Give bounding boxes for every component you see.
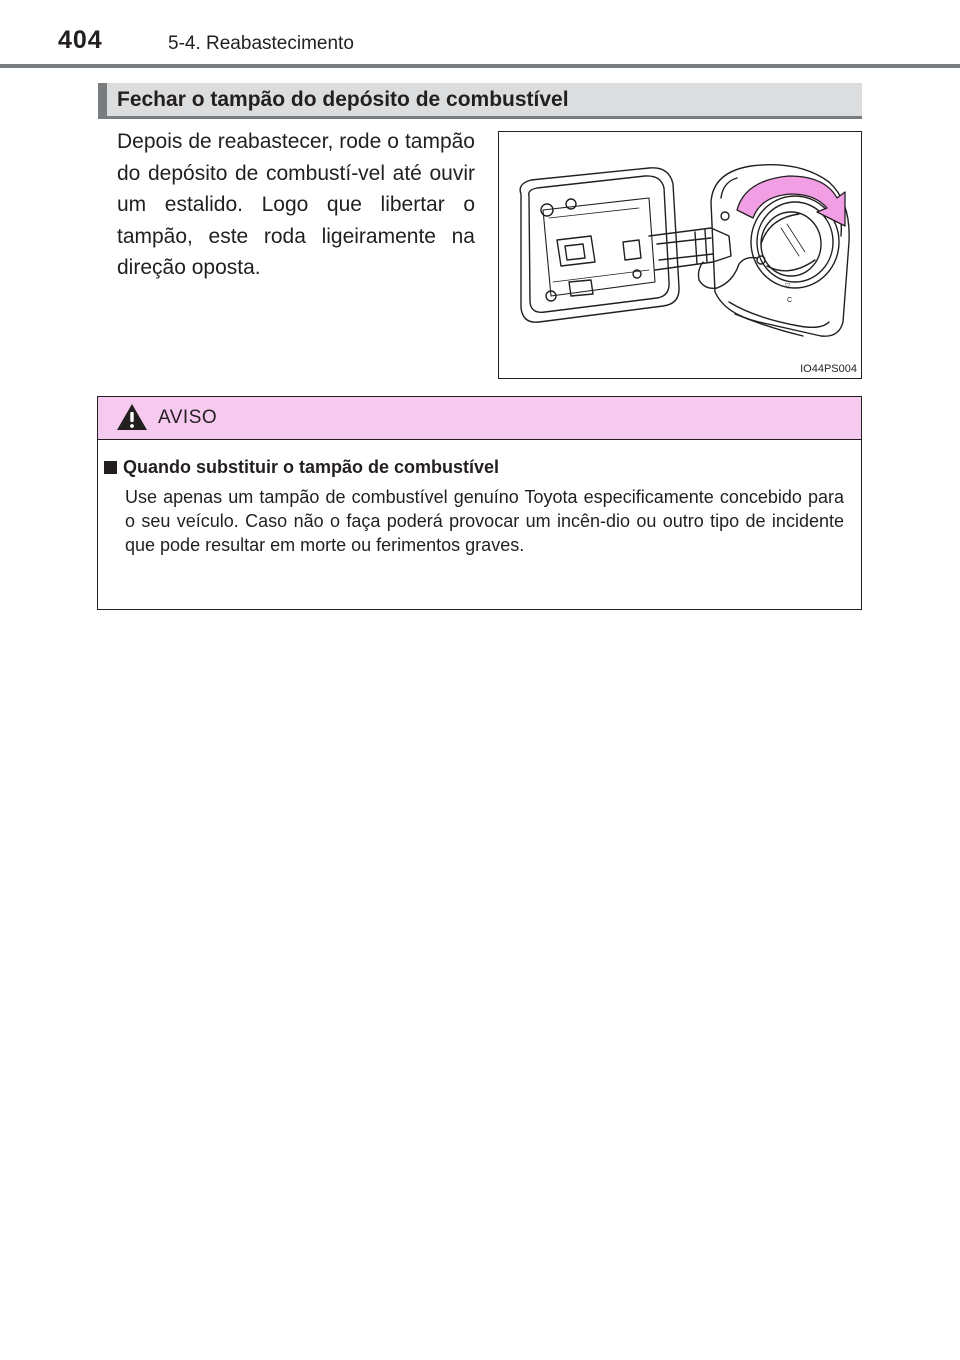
svg-text:C: C — [787, 297, 793, 304]
warning-label: AVISO — [158, 407, 218, 428]
warning-text: Use apenas um tampão de combustível genuíno Toyota especificamente concebido para o seu veículo. Caso não o faça poderá provocar um incên-dio ou outro tipo de incidente que pode resultar em morte ou ferimentos graves. — [125, 487, 844, 555]
body-paragraph: Depois de reabastecer, rode o tampão do depósito de combustí-vel até ouvir um estalido. Logo que libertar o tampão, este roda ligeiramente na direção oposta. — [117, 130, 475, 279]
warning-header — [98, 397, 861, 440]
square-bullet-icon — [104, 461, 117, 474]
subsection-heading — [98, 83, 862, 119]
header-rule — [0, 64, 960, 68]
warning-box — [97, 396, 862, 610]
warning-triangle-icon — [116, 403, 148, 431]
page-number: 404 — [58, 26, 103, 54]
section-title: 5-4. Reabastecimento — [168, 33, 354, 54]
subsection-title: Fechar o tampão do depósito de combustível — [117, 88, 569, 111]
rotate-arrow-icon — [737, 176, 845, 226]
fuel-door-drawing — [499, 132, 861, 378]
warning-title-text: Quando substituir o tampão de combustível — [123, 457, 500, 477]
svg-text:▽: ▽ — [785, 283, 791, 290]
fuel-cap-illustration — [498, 131, 862, 379]
figure-code: IO44PS004 — [800, 363, 857, 375]
warning-title — [104, 457, 499, 478]
